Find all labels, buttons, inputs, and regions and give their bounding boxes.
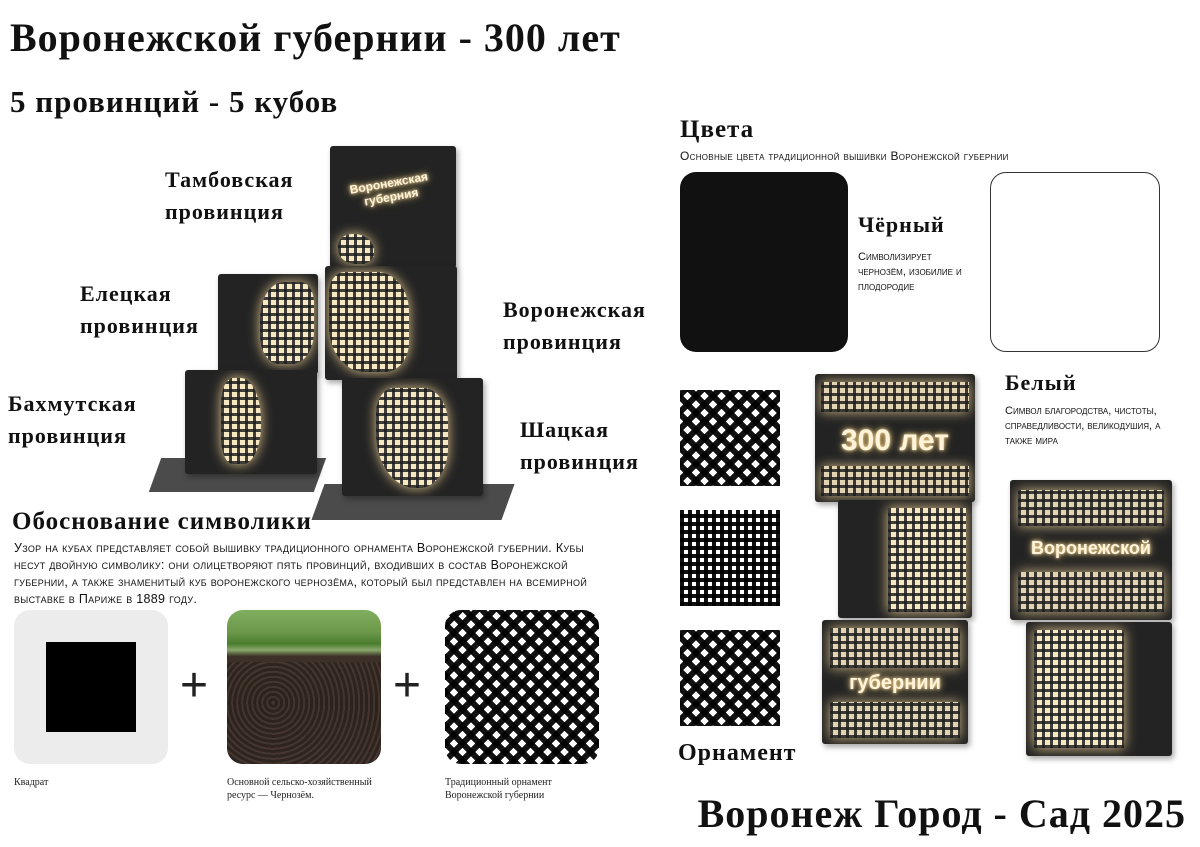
cube-title-text: Воронежская губерния (348, 169, 429, 209)
ornament-glow (1018, 490, 1164, 526)
ornament-glow (830, 702, 960, 738)
cube-300 (815, 374, 975, 502)
rationale-text: Узор на кубах представляет собой вышивку традиционного орнамента Воронежской губернии. Кубы несут двойную символику: они олицетворяют пять провинций, входивших в состав Воронежской губернии, а также знаменитый куб воронежского чернозёма, который был представлен на всемирной выставке в Париже в 1889 году. (14, 541, 588, 606)
cube-shatsk (342, 378, 483, 496)
ornament-tile (445, 610, 599, 764)
plus-sign: + (180, 659, 209, 712)
ornament-glow (1034, 630, 1124, 748)
label-line: провинция (8, 423, 127, 448)
cube-middle (838, 500, 972, 618)
white-swatch (990, 172, 1160, 352)
label-line: Тамбовская (165, 167, 294, 192)
label-line: провинция (80, 313, 199, 338)
tile-caption-square: Квадрат (14, 777, 49, 788)
cube-300-text: 300 лет (840, 424, 950, 457)
colors-heading: Цвета (680, 116, 755, 143)
ornament-sample-2 (680, 510, 780, 606)
cube-bakhmut (185, 370, 317, 474)
black-square (46, 642, 136, 732)
ornament-glow (830, 628, 960, 668)
black-color-name: Чёрный (858, 212, 945, 237)
label-line: провинция (520, 449, 639, 474)
cube-elets (218, 274, 318, 374)
cube-gubernii (822, 620, 968, 744)
cube-voronezhskoy (1010, 480, 1172, 620)
cube-gubernii-text: губернии (849, 672, 941, 694)
label-line: провинция (165, 199, 284, 224)
cube-bottom-right (1026, 622, 1172, 756)
ornament-glow (888, 508, 966, 612)
label-elets (80, 278, 199, 342)
label-tambov (165, 164, 293, 228)
tile-caption-ornament: Традиционный орнамент Воронежской губернии (445, 777, 552, 801)
square-tile (14, 610, 168, 764)
black-color-desc: Символизирует чернозём, изобилие и плодородие (858, 251, 962, 293)
ornament-label: Орнамент (678, 740, 797, 766)
province-map-glow (376, 388, 448, 488)
page-title: Воронежской губернии - 300 лет (10, 15, 621, 60)
ornament-sample-3 (680, 630, 780, 726)
page-subtitle: 5 провинций - 5 кубов (10, 84, 339, 119)
cube-voronezhskoy-text: Воронежской (1031, 538, 1151, 558)
label-line: Воронежская (503, 297, 646, 322)
ornament-glow (821, 466, 969, 496)
rationale-heading: Обоснование символики (12, 508, 312, 535)
cube-voronezh (325, 266, 457, 380)
province-map-glow (329, 272, 409, 372)
province-map-glow (338, 234, 374, 264)
label-line: провинция (503, 329, 622, 354)
label-bakhmut (8, 388, 137, 452)
label-line: Елецкая (80, 281, 172, 306)
ornament-sample-1 (680, 390, 780, 486)
label-voronezh (503, 294, 646, 358)
footer-title: Воронеж Город - Сад 2025 (697, 791, 1186, 836)
cube-tambov (330, 146, 456, 268)
colors-subtitle: Основные цвета традиционной вышивки Воронежской губернии (680, 149, 1009, 163)
white-color-name: Белый (1005, 370, 1077, 395)
black-swatch (680, 172, 848, 352)
tile-caption-chernozem: Основной сельско-хозяйственный ресурс — Чернозём. (227, 777, 372, 801)
soil-texture (227, 662, 381, 764)
label-shatsk (520, 414, 639, 478)
white-color-desc: Символ благородства, чистоты, справедливости, великодушия, а также мира (1005, 405, 1161, 447)
chernozem-photo (227, 610, 381, 764)
province-map-glow (221, 378, 261, 464)
ornament-glow (1018, 572, 1164, 612)
province-map-glow (260, 282, 314, 364)
label-line: Шацкая (520, 417, 610, 442)
plus-sign: + (393, 659, 422, 712)
ornament-glow (821, 382, 969, 412)
label-line: Бахмутская (8, 391, 137, 416)
